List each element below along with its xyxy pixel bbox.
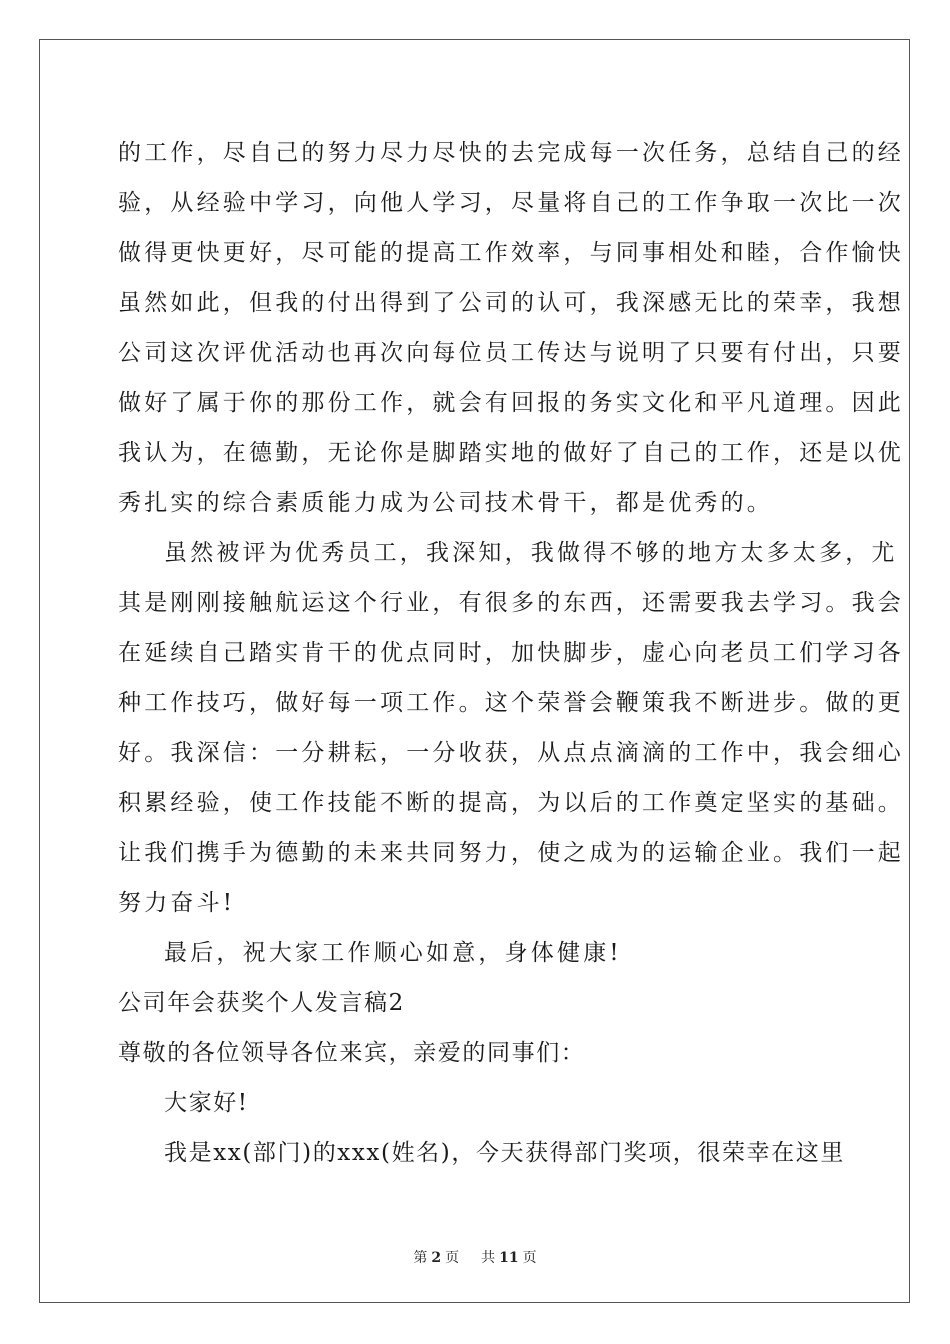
text-line: 在延续自己踏实肯干的优点同时，加快脚步，虚心向老员工们学习各 — [118, 640, 904, 666]
text-line: 验，从经验中学习，向他人学习，尽量将自己的工作争取一次比一次 — [118, 190, 904, 216]
salutation-line: 尊敬的各位领导各位来宾，亲爱的同事们： — [118, 1040, 586, 1066]
text-line: 我认为，在德勤，无论你是脚踏实地的做好了自己的工作，还是以优 — [118, 440, 904, 466]
text-line: 虽然如此，但我的付出得到了公司的认可，我深感无比的荣幸，我想 — [118, 290, 904, 316]
greeting-line: 大家好! — [164, 1090, 249, 1116]
text-line: 努力奋斗! — [118, 890, 236, 916]
text-line: 积累经验，使工作技能不断的提高，为以后的工作奠定坚实的基础。 — [118, 790, 904, 816]
current-page-number: 2 — [431, 1250, 442, 1266]
paragraph-start-line: 最后，祝大家工作顺心如意，身体健康! — [164, 940, 622, 966]
text-line: 做得更快更好，尽可能的提高工作效率，与同事相处和睦，合作愉快 — [118, 240, 904, 266]
page-footer — [0, 1247, 950, 1267]
text-line: 种工作技巧，做好每一项工作。这个荣誉会鞭策我不断进步。做的更 — [118, 690, 904, 716]
document-body — [118, 128, 904, 1178]
text-line: 公司这次评优活动也再次向每位员工传达与说明了只要有付出，只要 — [118, 340, 904, 366]
total-page-count: 11 — [499, 1250, 519, 1266]
text-line: 秀扎实的综合素质能力成为公司技术骨干，都是优秀的。 — [118, 490, 773, 516]
page-prefix: 第 — [413, 1250, 428, 1266]
paragraph-start-line: 虽然被评为优秀员工，我深知，我做得不够的地方太多太多，尤 — [164, 540, 898, 566]
total-suffix: 页 — [522, 1250, 537, 1266]
page-suffix: 页 — [445, 1250, 460, 1266]
text-line: 好。我深信：一分耕耘，一分收获，从点点滴滴的工作中，我会细心 — [118, 740, 904, 766]
paragraph-start-line: 我是xx(部门)的xxx(姓名)，今天获得部门奖项，很荣幸在这里 — [164, 1140, 845, 1166]
total-prefix: 共 — [481, 1250, 496, 1266]
text-line: 的工作，尽自己的努力尽力尽快的去完成每一次任务，总结自己的经 — [118, 140, 904, 166]
text-line: 让我们携手为德勤的未来共同努力，使之成为的运输企业。我们一起 — [118, 840, 904, 866]
text-line: 其是刚刚接触航运这个行业，有很多的东西，还需要我去学习。我会 — [118, 590, 904, 616]
section-title: 公司年会获奖个人发言稿2 — [118, 990, 405, 1016]
text-line: 做好了属于你的那份工作，就会有回报的务实文化和平凡道理。因此 — [118, 390, 904, 416]
